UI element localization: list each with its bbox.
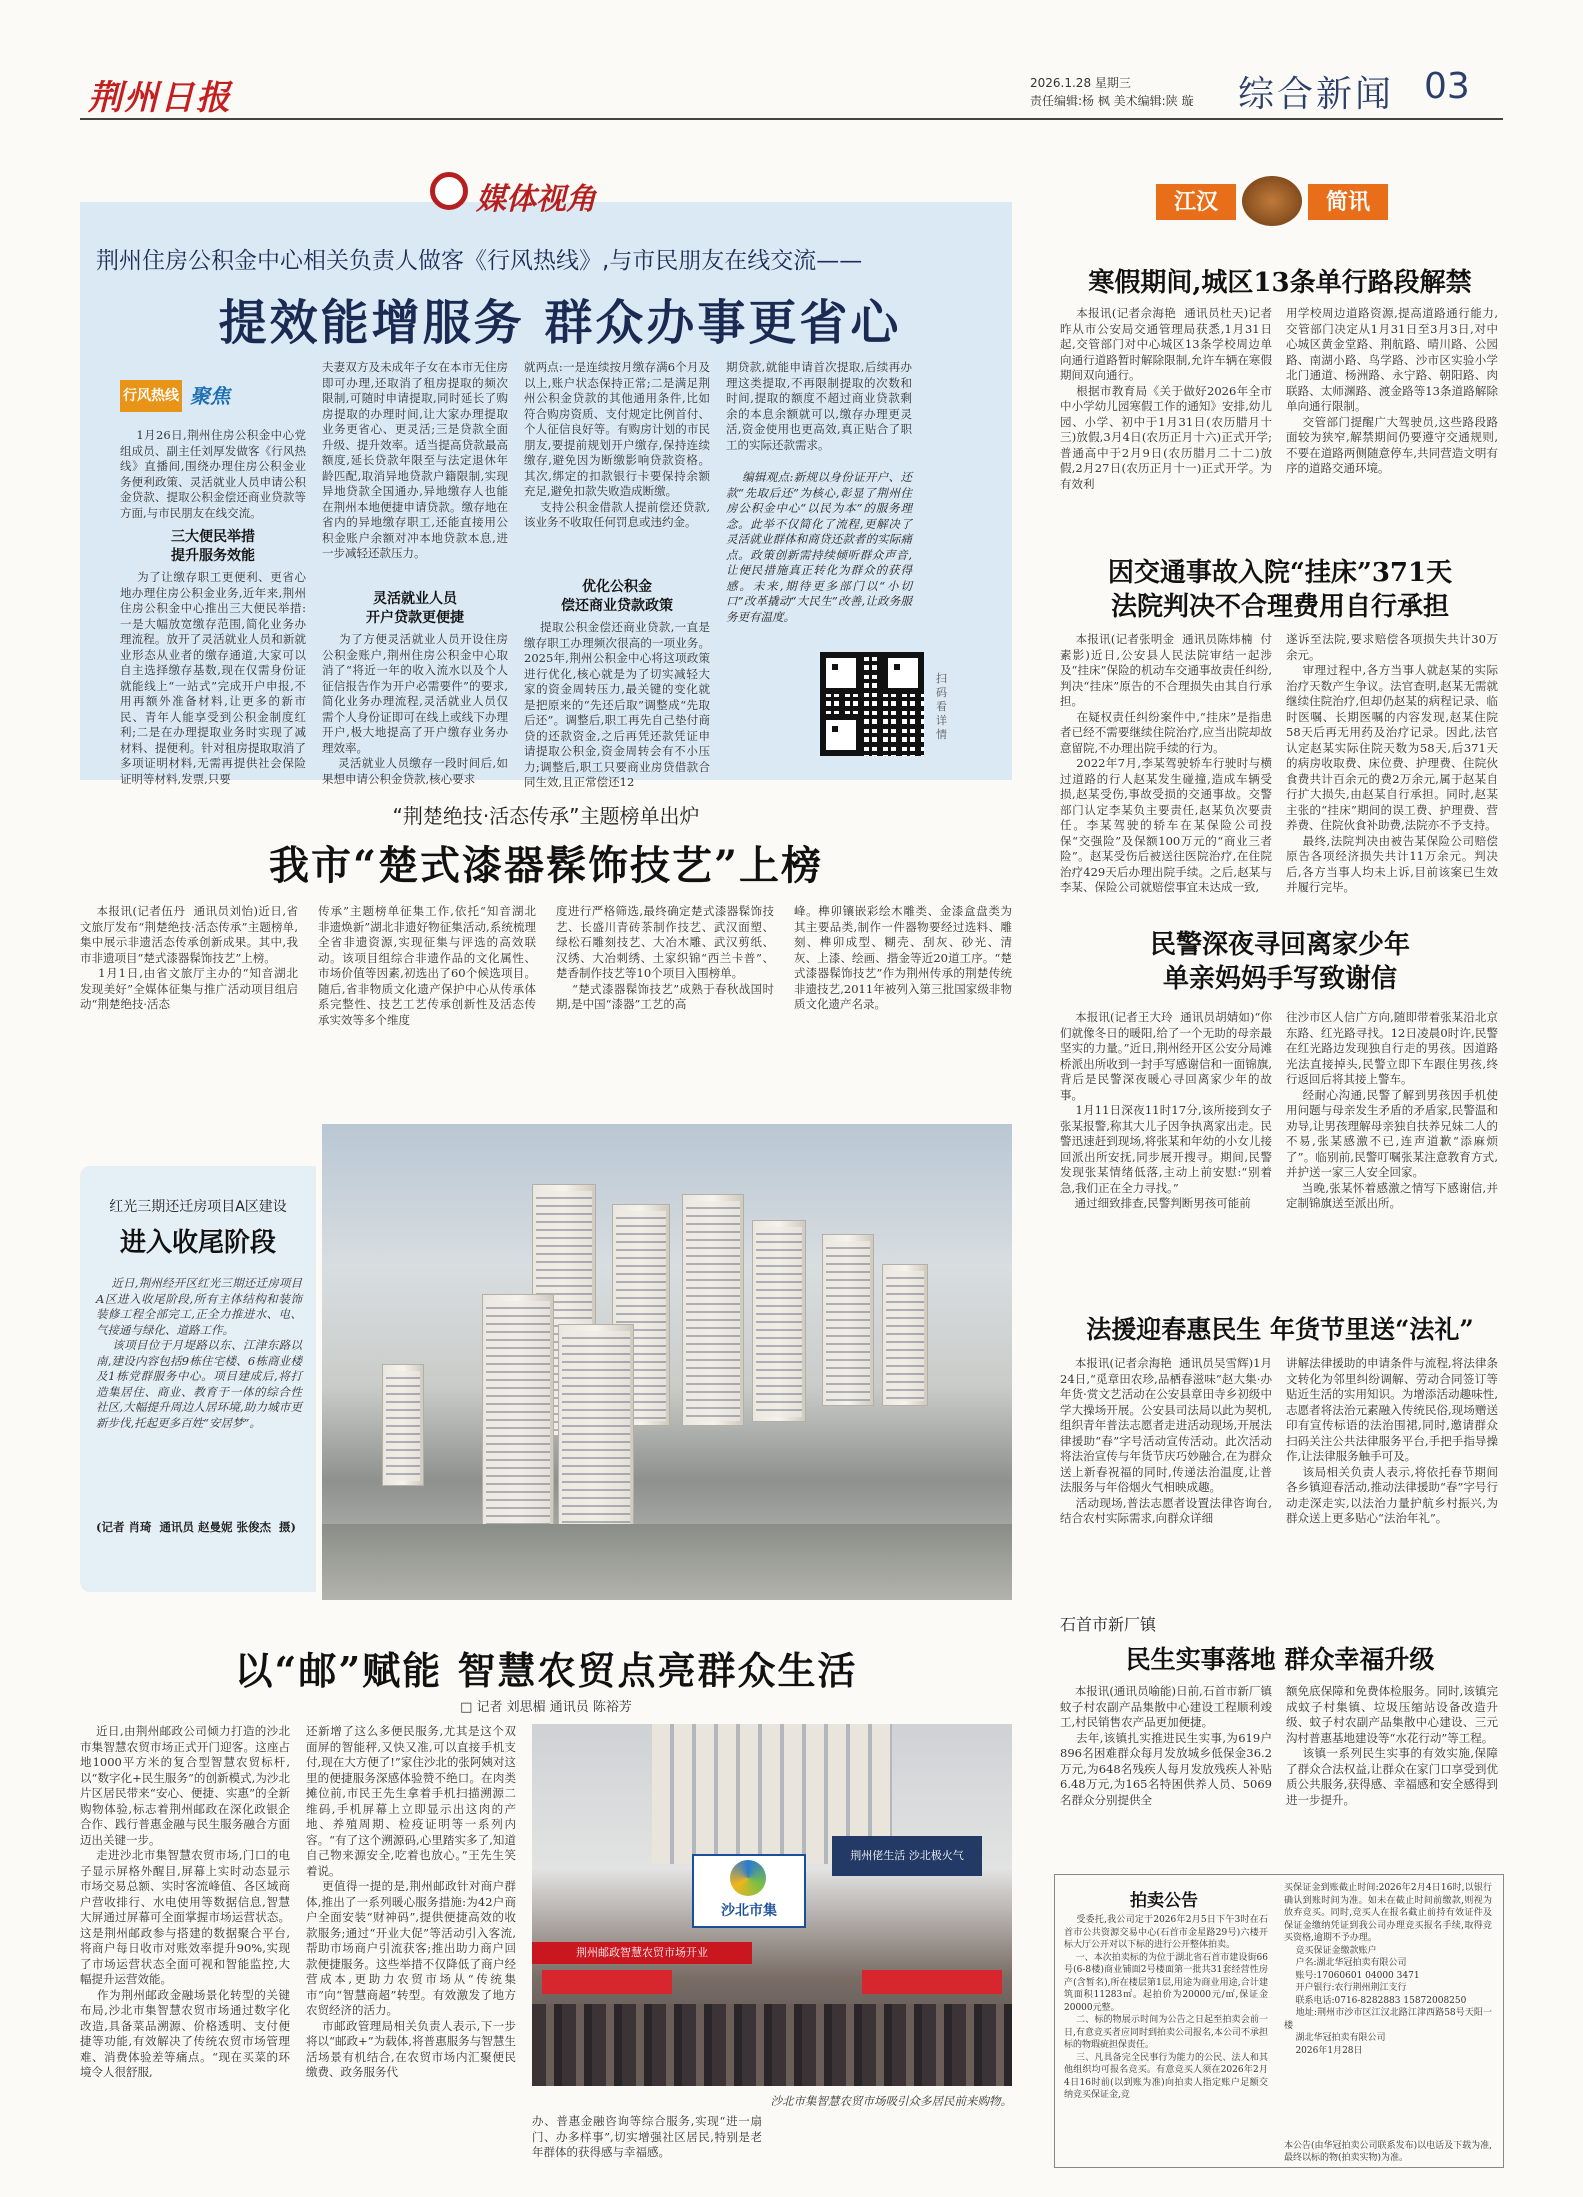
media-sub3: 优化公积金 偿还商业贷款政策 xyxy=(561,579,673,614)
qr-code[interactable] xyxy=(820,652,924,756)
lacquer-col1: 本报讯(记者伍丹 通讯员刘怡)近日,省文旅厅发布“荆楚绝技·活态传承”主题榜单,集中展示非遗活态传承创新成果。其中,我市非遗项目“楚式漆器髹饰技艺”上榜。 1月1日,由省文旅厅主办的“知音湖北 发现美好”全媒体征集与推广活动项目组启动“荆楚绝技·活态 xyxy=(80,904,298,1011)
tower-5 xyxy=(822,1234,874,1406)
section-name: 综合新闻 xyxy=(1238,74,1395,115)
brief4-col1: 本报讯(记者佘海艳 通讯员吴雪辉)1月24日,“觅章田农珍,品栖春滋味”赵大集·办年货·赏文艺活动在公安县章田寺乡初级中学大操场开展。公安县司法局以此为契机,组织青年普法志愿者走进活动现场,开展法律援助“春”字号活动宣传活动。此次活动将法治宣传与年货节庆巧妙融合,在为群众送上新春祝福的同时,传递法治温度,让普法服务与年俗烟火气相映成趣。 活动现场,普法志愿者设置法律咨询台,结合农村实际需求,向群众详细 xyxy=(1060,1356,1272,1525)
brief1-col2: 用学校周边道路资源,提高道路通行能力,交管部门决定从1月31日至3月3日,对中心城区黄金堂路、荆航路、晴川路、公园路、南湖小路、鸟学路、沙市区实验小学北门通道、杨洲路、永宁路、朝阳路、肉联路、太师渊路、渡金路等13条道路解除单向通行限制。 交管部门提醒广大驾驶员,这些路段路面较为狭窄,解禁期间仍要遵守交通规则,不要在道路两侧随意停车,共同营造文明有序的道路交通环境。 xyxy=(1286,306,1499,475)
post-headline: 以“邮”赋能 智慧农贸点亮群众生活 xyxy=(234,1648,858,1693)
media-editor-note: 编辑观点:新规以身份证开户、还款“先取后还”为核心,彰显了荆州住房公积金中心“以民为本”的服务理念。此举不仅简化了流程,更解决了灵活就业群体和商贷还款者的实际痛点。政策创新需持续倾听群众声音,让便民措施真正转化为群众的获得感。未来,期待更多部门以“小切口”改革撬动“大民生”改善,让政务服务更有温度。 xyxy=(726,470,913,624)
qr-finder-tr xyxy=(882,652,924,694)
jianghan-tag xyxy=(1156,176,1396,232)
lacquer-headline: 我市“楚式漆器髹饰技艺”上榜 xyxy=(268,842,823,889)
qr-finder-tl xyxy=(820,652,862,694)
logo: 荆州日报 xyxy=(88,78,232,118)
post-col3: 办、普惠金融咨询等综合服务,实现“进一扇门、办多样事”,切实增强社区居民,特别是老年群体的获得感与幸福感。 xyxy=(532,2114,762,2159)
market-banner: 荆州邮政智慧农贸市场开业 xyxy=(532,1942,752,1964)
tower-9 xyxy=(382,1364,424,1486)
masthead-divider xyxy=(80,118,1503,120)
hotline-logo-a: 行风热线 xyxy=(120,380,182,412)
brief5-col2: 额免底保障和免费体检服务。同时,该镇完成蚊子村集镇、垃圾压缩站设备改造升级、蚊子村农副产品集散中心建设、三元沟村普惠基地建设等“水花行动”等工程。 该镇一系列民生实事的有效实施,保障了群众合法权益,让群众在家门口享受到优质公共服务,获得感、幸福感和安全感得到进一步提升。 xyxy=(1286,1684,1499,1807)
market-tent-right xyxy=(862,1970,1002,1994)
lacquer-col3: 度进行严格筛选,最终确定楚式漆器髹饰技艺、长盛川青砖茶制作技艺、武汉面塑、绿松石雕刻技艺、大冶木雕、武汉剪纸、汉绣、大冶刺绣、土家织锦“西兰卡普”、楚香制作技艺等10个项目入围榜单。 “楚式漆器髹饰技艺”成熟于春秋战国时期,是中国“漆器”工艺的高 xyxy=(556,904,774,1011)
brief2-col1: 本报讯(记者张明金 通讯员陈炜楠 付素影)近日,公安县人民法院审结一起涉及“挂床”保险的机动车交通事故责任纠纷,判决“挂床”原告的不合理损失由其自行承担。 在疑权责任纠纷案件中,“挂床”是指患者已经不需要继续住院治疗,应当出院却故意留院,不办理出院手续的行为。 2022年7月,李某驾驶轿车行驶时与横过道路的行人赵某发生碰撞,造成车辆受损,赵某受伤,事故受损的交通事故。交警部门认定李某负主要责任,赵某负次要责任。李某驾驶的轿车在某保险公司投保“交强险”及保额100万元的“商业三者险”。赵某受伤后被送往医院治疗,在住院治疗429天后办理出院手续。之后,赵某与李某、保险公司就赔偿事宜未达成一致, xyxy=(1060,632,1272,894)
market-logo-icon xyxy=(730,1860,766,1896)
media-col4-a: 期贷款,就能申请首次提取,后续再办理这类提取,不再限制提取的次数和时间,提取的额度不超过商业贷款剩余的本息余额就可以,缴存办理更灵活,资金使用也更高效,真正贴合了职工的实际还款需求。 xyxy=(726,360,912,452)
honguang-kicker: 红光三期还迁房项目A区建设 xyxy=(109,1199,287,1215)
honguang-headline: 进入收尾阶段 xyxy=(119,1228,276,1258)
market-tent-left xyxy=(542,1970,672,1994)
auction-footer: 本公告(由华冠拍卖公司联系发布)以电话及下载为准,最终以标的物(拍卖实物)为准。 xyxy=(1284,2141,1492,2163)
media-tag-label: 媒体视角 xyxy=(476,182,596,217)
media-col1-a: 1月26日,荆州住房公积金中心党组成员、副主任刘厚发做客《行风热线》直播间,围绕办理住房公积金业务便利政策、灵活就业人员申请公积金贷款、提取公积金偿还商业贷款等方面,与市民朋友在线交流。 xyxy=(120,428,307,520)
auction-col1: 受委托,我公司定于2026年2月5日下午3时在石首市公共资源交易中心(石首市金星路29号)六楼开标大厅公开对以下标的进行公开整体拍卖。 一、本次拍卖标的为位于湖北省石首市建设街66号(6-8楼)商业铺面2号楼面第一批共31套经营性房产(含暂名),所在楼层第1层,用途为商业用途,合计建筑面积11283㎡。起拍价为20000元/㎡,保证金20000元整。 二、标的物展示时间为公告之日起至拍卖会前一日,有意竞买者应同时到拍卖公司报名,本公司不承担标的物瑕疵担保责任。 三、凡具备完全民事行为能力的公民、法人和其他组织均可报名竞买。有意竞买人须在2026年2月4日16时前(以到账为准)向拍卖人指定账户足额交纳竞买保证金,竞 xyxy=(1064,1915,1268,2100)
jianghan-tag-left: 江汉 xyxy=(1156,184,1236,220)
honguang-credit: (记者 肖琦 通讯员 赵曼妮 张俊杰 摄) xyxy=(96,1520,296,1534)
hotline-logo-b: 聚焦 xyxy=(190,384,230,408)
media-headline: 提效能增服务 群众办事更省心 xyxy=(218,295,902,351)
page-editors: 责任编辑:杨 枫 美术编辑:陕 璇 xyxy=(1030,94,1194,108)
brief3-col1: 本报讯(记者王大玲 通讯员胡婧如)“你们就像冬日的暖阳,给了一个无助的母亲最坚实的力量。”近日,荆州经开区公安分局滩桥派出所收到一封手写感谢信和一面锦旗,背后是民警深夜暖心寻回离家少年的故事。 1月11日深夜11时17分,该所接到女子张某报警,称其大儿子因争执离家出走。民警迅速赶到现场,将张某和年幼的小女儿接回派出所安抚,同步展开搜寻。期间,民警发现张某情绪低落,主动上前安慰:“别着急,我们正在全力寻找。” 通过细致排查,民警判断男孩可能前 xyxy=(1060,1010,1273,1210)
hotline-logo xyxy=(120,376,260,418)
qr-caption: 扫码看详情 xyxy=(936,672,947,741)
brief3-col2: 往沙市区人信广方向,随即带着张某沿北京东路、红光路寻找。12日凌晨0时许,民警在红光路边发现独自行走的男孩。因道路光法直接掉头,民警立即下车跟住男孩,终行返回后将其接上警车。 经耐心沟通,民警了解到男孩因手机使用问题与母亲发生矛盾的矛盾家,民警温和劝导,让男孩理解母亲独自扶养兄妹二人的不易,张某感激不已,连声道歉“添麻烦了”。临别前,民警叮嘱张某注意教育方式,并护送一家三人安全回家。 当晚,张某怀着感激之情写下感谢信,并定制锦旗送至派出所。 xyxy=(1286,1010,1499,1210)
tower-4 xyxy=(752,1220,806,1422)
qr-finder-bl xyxy=(820,714,862,756)
post-col2: 还新增了这么多便民服务,尤其是这个双面屏的智能秤,又快又准,可以直接手机支付,现在大方便了!”家住沙北的张阿姨对这里的便捷服务深感体验赞不绝口。在肉类摊位前,市民王先生拿着手机扫描溯源二维码,手机屏幕上立即显示出这肉的产地、养殖周期、检疫证明等一系列内容。“有了这个溯源码,心里踏实多了,知道自己物来源安全,吃着也放心。”王先生笑着说。 更值得一提的是,荆州邮政针对商户群体,推出了一系列暖心服务措施:为42户商户全面安装“财神码”,提供便捷高效的收款服务;通过“开业大促”等活动引入客流,帮助市场商户引流获客;推出助力商户回款便捷服务。这些举措不仅降低了商户经营成本,更助力农贸市场从“传统集市”向“智慧商超”转型。有效激发了地方农贸经济的活力。 市邮政管理局相关负责人表示,下一步将以“邮政+”为载体,将普惠服务与智慧生活场景有机结合,在农贸市场内汇聚便民缴费、政务服务代 xyxy=(306,1724,517,2079)
market-photo-caption: 沙北市集智慧农贸市场吸引众多居民前来购物。 xyxy=(770,2094,1012,2108)
market-shop-sign: 荆州佬生活 沙北极火气 xyxy=(832,1836,982,1876)
auction-col2: 买保证金到账截止时间:2026年2月4日16时,以银行确认到账时间为准。如未在截止时间前缴款,则视为放弃竞买。同时,竞买人在报名截止前持有效证件及保证金缴纳凭证到我公司办理竞买报名手续,取得竞买资格,逾期不予办理。 竞买保证金缴款账户 户名:湖北华冠拍卖有限公司 账号:17060601 04000 3471 开户银行:农行荆州荆江支行 联系电话:0716-8282883 15872008250 地址:荆州市沙市区江汉北路江津西路58号天阳一楼 湖北华冠拍卖有限公司 2026年1月28日 xyxy=(1284,1883,1492,2056)
honguang-photo xyxy=(322,1124,1012,1600)
bronze-emblem-icon xyxy=(1242,176,1302,226)
brief5-headline: 民生实事落地 群众幸福升级 xyxy=(1125,1645,1435,1674)
tower-3 xyxy=(682,1194,744,1426)
brief1-col1: 本报讯(记者佘海艳 通讯员杜天)记者昨从市公安局交通管理局获悉,1月31日起,交管部门对中心城区13条学校周边单向通行道路暂时解除限制,允许车辆在寒假期间双向通行。 根据市教育局《关于做好2026年全市中小学幼儿园寒假工作的通知》安排,幼儿园、小学、初中于1月31日(农历腊月十三)放假,3月4日(农历正月十六)正式开学;普通高中于2月9日(农历腊月二十二)放假,2月27日(农历正月十一)正式开学。为有效利 xyxy=(1060,306,1272,491)
market-photo xyxy=(532,1724,1012,2086)
brief4-col2: 讲解法律援助的申请条件与流程,将法律条文转化为邻里纠纷调解、劳动合同签订等贴近生活的实用知识。为增添活动趣味性,志愿者将法治元素融入传统民俗,现场赠送印有宣传标语的法治围裙,同时,邀请群众扫码关注公共法律服务平台,手把手指导操作,让法律服务触手可及。 该局相关负责人表示,将依托春节期间各乡镇迎春活动,推动法律援助“春”字号行动走深走实,以法治力量护航乡村振兴,为群众送上更多贴心“法治年礼”。 xyxy=(1286,1356,1499,1525)
market-sign xyxy=(692,1854,806,1928)
tower-6 xyxy=(482,1294,554,1546)
lacquer-col2: 传承”主题榜单征集工作,依托“知音湖北 非遗焕新”湖北非遗好物征集活动,系统梳理全省非遗资源,实现征集与评选的高效联动。该项目组综合非遗作品的文化属性、市场价值等因素,初选出了60个候选项目。随后,省非物质文化遗产保护中心从传承体系完整性、技艺工艺传承创新性及活态传承实效等多个维度 xyxy=(318,904,544,1027)
lacquer-col4: 峰。榫卯镶嵌彩绘木雕类、金漆盒盘类为其主要品类,制作一件器物要经过选料、雕刻、榫卯成型、糊壳、刮灰、砂光、清灰、上漆、绘画、揩金等近20道工序。“楚式漆器髹饰技艺”作为荆州传承的荆楚传统非遗技艺,2011年被列入第三批国家级非物质文化遗产名录。 xyxy=(794,904,1012,1011)
lacquer-kicker: “荆楚绝技·活态传承”主题榜单出炉 xyxy=(392,804,700,828)
media-sub1: 三大便民举措 提升服务效能 xyxy=(171,529,255,564)
media-col3-a: 就两点:一是连续按月缴存满6个月及以上,账户状态保持正常;二是满足荆州公积金贷款的其他通用条件,比如符合购房资质、支付规定比例首付、个人征信良好等。有购房计划的市民朋友,要提前规划开户缴存,保持连续缴存,避免因为断缴影响贷款资格。其次,绑定的扣款银行卡要保持余额充足,避免扣款失败造成断缴。 支持公积金借款人提前偿还贷款,该业务不收取任何罚息或违约金。 xyxy=(524,360,711,529)
media-kicker: 荆州住房公积金中心相关负责人做客《行风热线》,与市民朋友在线交流—— xyxy=(96,248,863,274)
tower-8 xyxy=(882,1264,928,1406)
media-tag xyxy=(430,168,670,218)
brief1-headline: 寒假期间,城区13条单行路段解禁 xyxy=(1088,268,1472,298)
brief2-col2: 遂诉至法院,要求赔偿各项损失共计30万余元。 审理过程中,各方当事人就赵某的实际治疗天数产生争议。法官查明,赵某无需就继续住院治疗,但却仍赵某的病程记录、临时医嘱、长期医嘱的内容发现,赵某住院58天后再无用药及治疗记录。因此,法官认定赵某实际住院天数为58天,后371天的病房收取费、床位费、护理费、住院伙食费共计百余元的费2万余元,属于赵某自行扩大损失,由赵某自行承担。同时,赵某主张的“挂床”期间的误工费、护理费、营养费、住院伙食补助费,法院亦不予支持。 最终,法院判决由被告某保险公司赔偿原告各项经济损失共计11万余元。判决后,各方当事人均未上诉,目前该案已生效并履行完毕。 xyxy=(1286,632,1499,894)
page-number: 03 xyxy=(1424,66,1470,107)
masthead xyxy=(0,0,1583,120)
brief4-headline: 法援迎春惠民生 年货节里送“法礼” xyxy=(1086,1315,1474,1344)
post-col1: 近日,由荆州邮政公司倾力打造的沙北市集智慧农贸市场正式开门迎客。这座占地1000平方米的复合型智慧农贸标杆,以“数字化+民生服务”的创新模式,为沙北片区居民带来“安心、便捷、实惠”的全新购物体验,标志着荆州邮政在深化政银企合作、践行普惠金融与民生服务融合方面迈出关键一步。 走进沙北市集智慧农贸市场,门口的电子显示屏格外醒目,屏幕上实时动态显示市场交易总额、实时客流峰值、各区域商户营收排行、水电使用等数据信息,智慧大屏通过屏幕可全面掌握市场运营状态。这是荆州邮政参与搭建的数据聚合平台,将商户每日收市对账效率提升90%,实现了市场运营状态全面可视和智能监控,大幅提升运营效能。 作为荆州邮政金融场景化转型的关键布局,沙北市集智慧农贸市场通过数字化改造,具备菜品溯源、价格透明、支付便捷等功能,有效解决了传统农贸市场管理难、消费体验差等痛点。“现在买菜的环境令人很舒服, xyxy=(80,1724,291,2079)
post-byline: □ 记者 刘思楣 通讯员 陈裕芳 xyxy=(460,1700,632,1715)
issue-date: 2026.1.28 星期三 xyxy=(1030,76,1131,90)
brief2-headline: 因交通事故入院“挂床”371天 法院判决不合理费用自行承担 xyxy=(1107,558,1453,622)
brief3-headline: 民警深夜寻回离家少年 单亲妈妈手写致谢信 xyxy=(1149,930,1410,994)
auction-title: 拍卖公告 xyxy=(1130,1891,1198,1911)
construction-ground xyxy=(322,1524,1012,1600)
market-crowd xyxy=(532,2004,1012,2086)
media-col2-b: 为了方便灵活就业人员开设住房公积金账户,荆州住房公积金中心取消了“将近一年的收入流水以及个人征信报告作为开户必需要件”的要求,简化业务办理流程,灵活就业人员仅需个人身份证即可在线上或线下办理开户,极大地提高了开户缴存业务办理效率。 灵活就业人员缴存一段时间后,如果想申请公积金贷款,核心要求 xyxy=(322,632,509,786)
camera-lens-icon xyxy=(430,172,468,210)
media-col1-b: 为了让缴存职工更便利、更省心地办理住房公积金业务,近年来,荆州住房公积金中心推出三大便民举措:一是大幅放宽缴存范围,简化业务办理流程。放开了灵活就业人员和新就业形态从业者的缴存通道,大家可以自主选择缴存基数,现在仅需身份证就能线上“一站式”完成开户申报,不用再额外准备材料,让更多的新市民、青年人能享受到公积金制度红利;二是在办理提取业务时实现了减材料、提便利。针对租房提取取消了多项证明材料,无需再提供社会保险证明等材料,发票,只要 xyxy=(120,570,307,786)
brief5-kicker: 石首市新厂镇 xyxy=(1060,1615,1157,1634)
media-col3-b: 提取公积金偿还商业贷款,一直是缴存职工办理频次很高的一项业务。2025年,荆州公积金中心将这项政策进行优化,核心就是为了切实减轻大家的资金周转压力,最关键的变化就是把原来的“先还后取”调整成“先取后还”。调整后,职工再先自己垫付商贷的还款资金,之后再凭还款凭证申请提取公积金,资金周转会有不小压力;调整后,职工只要商业房贷借款合同生效,且正常偿还12 xyxy=(524,620,711,789)
brief5-col1: 本报讯(通讯员喻能)日前,石首市新厂镇蚊子村农副产品集散中心建设工程顺利竣工,村民销售农产品更加便捷。 去年,该镇扎实推进民生实事,为619户896名困难群众每月发放城乡低保金36.2万元,为648名残疾人每月发放残疾人补贴6.48万元,为165名特困供养人员、5069名群众分别提供全 xyxy=(1060,1684,1272,1807)
jianghan-tag-right: 简讯 xyxy=(1308,184,1388,220)
market-sign-text: 沙北市集 xyxy=(721,1903,777,1919)
honguang-body: 近日,荆州经开区红光三期还迁房项目A区进入收尾阶段,所有主体结构和装饰装修工程全部完工,正全力推进水、电、气接通与绿化、道路工作。 该项目位于月堤路以东、江津东路以南,建设内容包括9栋住宅楼、6栋商业楼及1栋党群服务中心。项目建成后,将打造集居住、商业、教育于一体的综合性社区,大幅提升周边人居环境,助力城市更新步伐,托起更多百姓“安居梦”。 xyxy=(96,1276,303,1430)
media-sub2: 灵活就业人员 开户贷款更便捷 xyxy=(366,591,464,626)
media-col2-a: 夫妻双方及未成年子女在本市无住房即可办理,还取消了租房提取的频次限制,可随时申请提取,同时延长了购房提取的办理时间,让大家办理提取业务更省心、更灵活;三是贷款全面升级、提升效率。适当提高贷款最高额度,延长贷款年限至与法定退休年龄匹配,取消异地贷款户籍限制,实现异地贷款全国通办,异地缴存人也能在荆州本地便捷申请贷款。缴存地在省内的异地缴存职工,还能直接用公积金账户余额对冲本地贷款本息,进一步减轻还款压力。 xyxy=(322,360,508,560)
